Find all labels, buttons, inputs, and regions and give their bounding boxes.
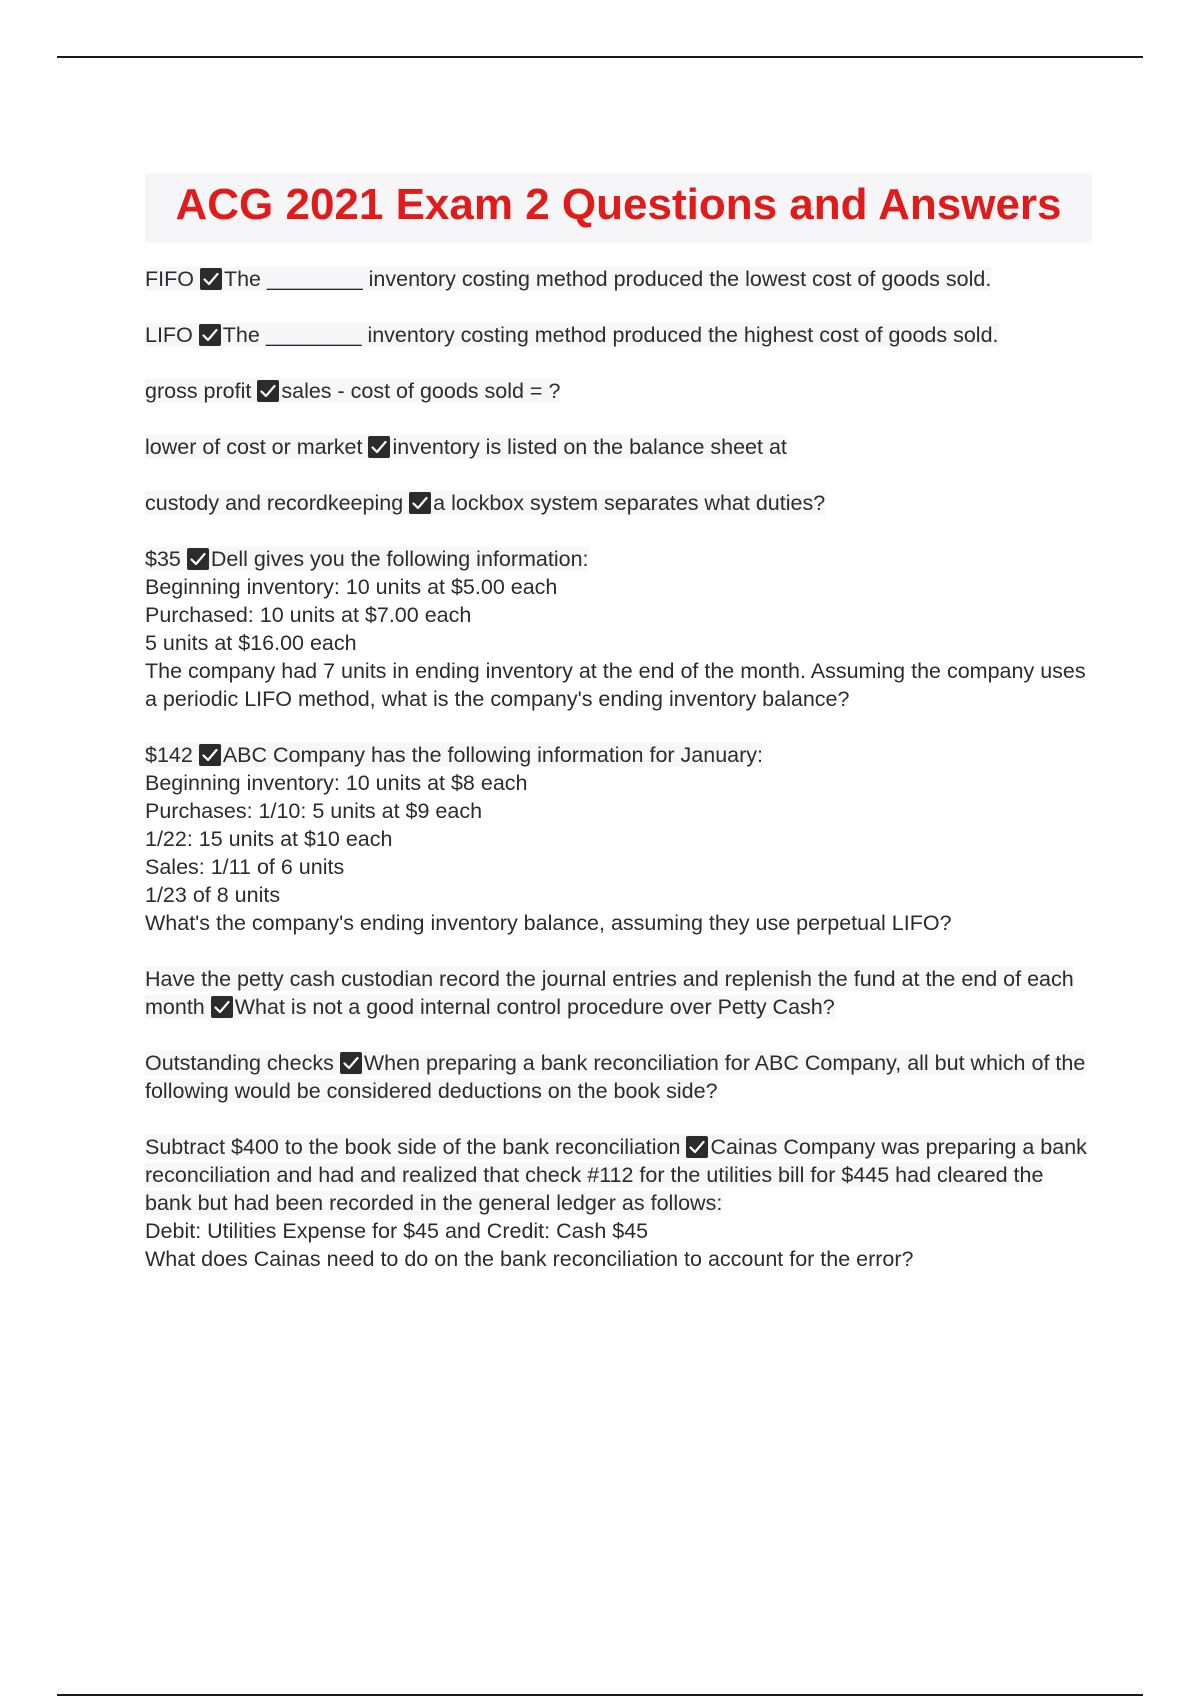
qa-item [145, 965, 1092, 1021]
detail-line: Beginning inventory: 10 units at $8 each [145, 771, 528, 795]
question-text: inventory is listed on the balance sheet at [392, 435, 787, 459]
checkmark-icon [340, 1052, 362, 1074]
answer-text: gross profit [145, 379, 252, 403]
qa-line [145, 435, 787, 459]
answer-text: custody and recordkeeping [145, 491, 404, 515]
question-text: What is not a good internal control procedure over Petty Cash? [234, 995, 835, 1019]
question-text: Cainas Company was preparing a bank reconciliation and had and realized that check #112 for the utilities bill for $445 had cleared the bank but had been recorded in the general ledger as follows: [145, 1135, 1087, 1215]
qa-item [145, 545, 1092, 713]
detail-line: What's the company's ending inventory balance, assuming they use perpetual LIFO? [145, 911, 952, 935]
detail-line: 1/22: 15 units at $10 each [145, 827, 393, 851]
question-text: ABC Company has the following information for January: [222, 743, 763, 767]
detail-line: What does Cainas need to do on the bank reconciliation to account for the error? [145, 1247, 914, 1271]
detail-line: Debit: Utilities Expense for $45 and Credit: Cash $45 [145, 1219, 649, 1243]
qa-item [145, 265, 1092, 293]
detail-line: 1/23 of 8 units [145, 883, 281, 907]
qa-item [145, 377, 1092, 405]
document-title: ACG 2021 Exam 2 Questions and Answers [175, 180, 1062, 229]
checkmark-icon [199, 744, 221, 766]
answer-text: $35 [145, 547, 181, 571]
question-text: The ________ inventory costing method produced the lowest cost of goods sold. [223, 267, 992, 291]
checkmark-icon [200, 268, 222, 290]
answer-text: FIFO [145, 267, 194, 291]
qa-item [145, 321, 1092, 349]
checkmark-icon [368, 436, 390, 458]
answer-text: Have the petty cash custodian record the journal entries and replenish the fund at the end of each month [145, 967, 1074, 1019]
qa-item [145, 489, 1092, 517]
qa-item [145, 741, 1092, 937]
qa-line [145, 1051, 1085, 1103]
detail-line: Purchased: 10 units at $7.00 each [145, 603, 472, 627]
qa-line [145, 491, 825, 515]
question-text: The ________ inventory costing method produced the highest cost of goods sold. [222, 323, 999, 347]
qa-line [145, 547, 589, 571]
answer-text: Outstanding checks [145, 1051, 334, 1075]
checkmark-icon [409, 492, 431, 514]
qa-line [145, 379, 560, 403]
checkmark-icon [686, 1136, 708, 1158]
qa-line [145, 743, 763, 767]
checkmark-icon [211, 996, 233, 1018]
checkmark-icon [187, 548, 209, 570]
title-block [145, 173, 1092, 243]
detail-line: Sales: 1/11 of 6 units [145, 855, 345, 879]
qa-line [145, 1135, 1087, 1215]
detail-line: Beginning inventory: 10 units at $5.00 each [145, 575, 558, 599]
answer-text: Subtract $400 to the book side of the bank reconciliation [145, 1135, 681, 1159]
top-rule [57, 56, 1143, 58]
detail-line: Purchases: 1/10: 5 units at $9 each [145, 799, 483, 823]
question-text: a lockbox system separates what duties? [433, 491, 826, 515]
checkmark-icon [199, 324, 221, 346]
qa-item [145, 1049, 1092, 1105]
question-text: When preparing a bank reconciliation for ABC Company, all but which of the following would be considered deductions on the book side? [145, 1051, 1086, 1103]
qa-line [145, 323, 999, 347]
qa-list [145, 265, 1092, 1273]
qa-line [145, 967, 1074, 1019]
checkmark-icon [257, 380, 279, 402]
qa-line [145, 267, 991, 291]
answer-text: lower of cost or market [145, 435, 363, 459]
bottom-rule [57, 1694, 1143, 1696]
detail-line: The company had 7 units in ending inventory at the end of the month. Assuming the company uses a periodic LIFO method, what is the company's ending inventory balance? [145, 659, 1086, 711]
question-text: Dell gives you the following information: [210, 547, 589, 571]
answer-text: $142 [145, 743, 193, 767]
document-body [145, 173, 1092, 1301]
answer-text: LIFO [145, 323, 193, 347]
qa-item [145, 1133, 1092, 1273]
qa-item [145, 433, 1092, 461]
question-text: sales - cost of goods sold = ? [281, 379, 561, 403]
detail-line: 5 units at $16.00 each [145, 631, 357, 655]
